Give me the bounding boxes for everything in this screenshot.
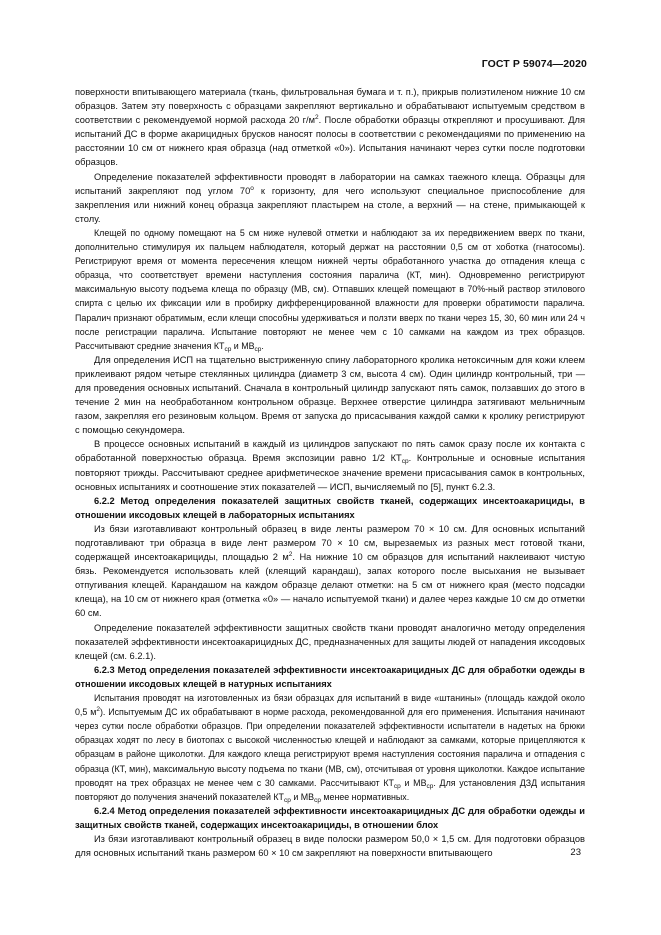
section-heading-6-2-3: 6.2.3 Метод определения показателей эффективности инсектоакарицидных ДС для обработки одежды в отношении иксодовых клещей в натурных испытаниях — [75, 664, 585, 689]
paragraph-field-tests: Испытания проводят на изготовленных из бязи образцах для испытаний в виде «штанины» (площадь каждой около 0,5 $м^2$). Испытуемым ДС их обрабатывают в норме расхода, рекомендованной для его применения. Испытания начинают через сутки после обработки образцов. При определении показателей эффективности испытатели в надетых на брюки образцах ходят по лесу в биотопах с высокой численностью клещей и наблюдают за самками, которые прицепляются к образцам в районе щиколотки. Для каждого клеща регистрируют время наступления состояния паралича и отпадения с образца (КТ, мин), максимальную высоту подъема по ткани (МВ, см), отсчитывая от уровня щиколотки. Каждое испытание проводят на трех образцах не менее чем с 30 самками. Рассчитывают $КТ_{ср}$ и $МВ_{ср}$. Для установления ДЗД испытания повторяют до получения значений показателей $КТ_{ср}$ и $МВ_{ср}$ менее нормативных. — [75, 693, 586, 804]
paragraph-tick-procedure: Клещей по одному помещают на 5 см ниже нулевой отметки и наблюдают за их передвижением вверх по ткани, дополнительно стимулируя их пальцем наблюдателя, который держат на расстоянии 0,5 см от хоботка (гнатосомы). Регистрируют время от момента пересечения клещом нижней черты обработанного участка до отпадения клеща с образца, что соответствует времени наступления состояния паралича (КТ, мин). Одновременно регистрируют максимальную высоту подъема клеща по образцу (МВ, см). Отпавших клещей помещают в 70%-ный раствор этилового спирта с целью их фиксации или в пробирку дифференцированной влажности для проверки обратимости паралича. Паралич признают обратимым, если клещи способны удерживаться и ползти вверх по ткани через 15, 30, 60 мин или 24 ч после регистрации паралича. Испытание повторяют не менее чем с 10 самками на каждом из трех образцов. Рассчитывают средние значения $КТ_{ср}$ и $МВ_{ср}$. — [75, 227, 585, 353]
paragraph-main-tests: В процессе основных испытаний в каждый из цилиндров запускают по пять самок сразу после их контакта с обработанной поверхностью образца. Время экспозиции равно 1/2 $КТ_{ср}$. Контрольные и основные испытания повторяют трижды. Рассчитывают среднее арифметическое значение времени присасывания самок в контрольных, основных испытаниях и соотношение этих показателей — ИСП, вычисляемый по [5], пункт 6.2.3. — [75, 439, 586, 492]
paragraph-fabric-samples: Из бязи изготавливают контрольный образец в виде ленты размером 70 × 10 см. Для основных испытаний подготавливают три образца в виде лент размером 70 × 10 см, вырезаемых из разных мест готовой ткани, содержащей инсектоакарициды, площадью 2 $м^2$. На нижние 10 см образцов для испытаний наклеивают чистую бязь. Рекомендуется использовать клей (клеящий карандаш), запах которого после высыхания не вызывает отпугивания клещей. Карандашом на каждом образце делают отметки: на 5 см от нижнего края (место подсадки клеща), на 10 см от нижнего края (отметка «0» — начало испытуемой ткани) и далее через каждые 10 см до отметки 60 см. — [75, 523, 585, 619]
page-body — [75, 85, 585, 860]
paragraph-flea-samples: Из бязи изготавливают контрольный образец в виде полоски размером 50,0 × 1,5 см. Для подготовки образцов для основных испытаний ткань размером 60 × 10 см закрепляют на поверхности впитывающего — [75, 833, 585, 859]
paragraph-lab-setup: Определение показателей эффективности проводят в лаборатории на самках таежного клеща. Образцы для испытаний закрепляют под углом $70^о$ к горизонту, для чего используют специальное приспособление для закрепления или нижний конец образца закрепляют пластырем на столе, а верхний — на стене, примыкающей к столу. — [75, 171, 585, 224]
paragraph-continuation: поверхности впитывающего материала (ткань, фильтровальная бумага и т. п.), прикрыв полиэтиленом нижние 10 см образцов. Затем эту поверхность с образцами закрепляют вертикально и обрабатывают испытуемым средством в соответствии с рекомендуемой нормой расхода 20 $г/м^2$. После обработки образцы открепляют и просушивают. Для испытаний ДС в форме акарицидных брусков наносят полосы в соответствии с рекомендациями по применению на расстоянии 10 см от нижнего края образца (над отметкой «0»). Испытания начинают через сутки после подготовки образцов. — [75, 87, 585, 168]
paragraph-fabric-efficiency: Определение показателей эффективности защитных свойств ткани проводят аналогично методу определения показателей эффективности инсектоакарицидных ДС, предназначенных для защиты людей от нападения иксодовых клещей (см. 6.2.1). — [75, 622, 585, 661]
section-heading-6-2-4: 6.2.4 Метод определения показателей эффективности инсектоакарицидных ДС для обработки одежды и защитных свойств тканей, содержащих инсектоакарициды, в отношении блох — [75, 805, 585, 830]
paragraph-isp-method: Для определения ИСП на тщательно выстриженную спину лабораторного кролика нетоксичным для кожи клеем приклеивают рядом четыре стеклянных цилиндра (диаметр 3 см, высота 4 см). Один цилиндр контрольный, три — для проведения основных испытаний. Сначала в контрольный цилиндр запускают пять самок, ползавших до этого в течение 2 мин на необработанном контрольном образце. Верхнее отверстие цилиндра затягивают мельничным газом, закрепляя его резиновым кольцом. Время от запуска до присасывания каждой самки к кролику регистрируют с помощью секундомера. — [75, 354, 585, 436]
document-code-header: ГОСТ Р 59074—2020 — [481, 58, 587, 70]
page-number: 23 — [570, 847, 581, 858]
section-heading-6-2-2: 6.2.2 Метод определения показателей защитных свойств тканей, содержащих инсектоакарициды, в отношении иксодовых клещей в лабораторных испытаниях — [75, 495, 585, 520]
